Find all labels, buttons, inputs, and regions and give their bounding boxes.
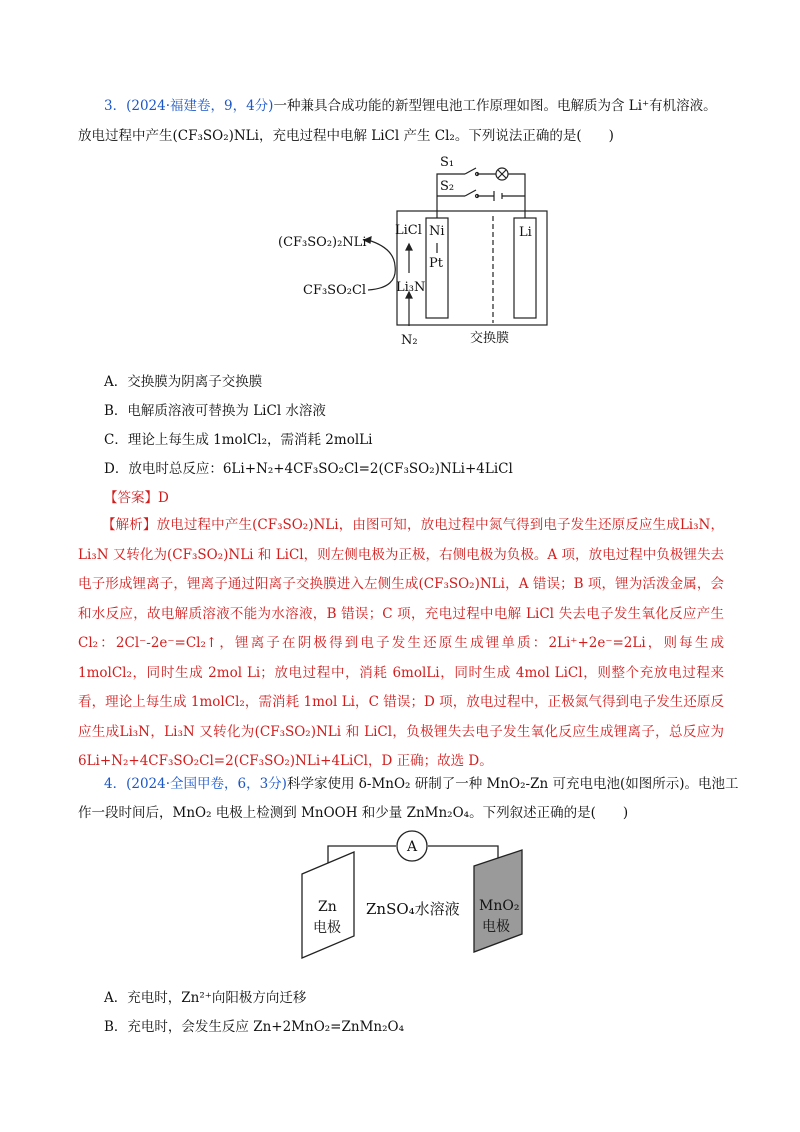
q4-option-b: B．充电时，会发生反应 Zn+2MnO₂=ZnMn₂O₄: [104, 1019, 404, 1035]
q4-mno2-label: MnO₂: [479, 898, 520, 914]
q4-option-a: A．充电时，Zn²⁺向阳极方向迁移: [104, 990, 307, 1006]
q3-fig-s2: S₂: [440, 179, 455, 194]
q3-fig-pt: Pt: [429, 256, 443, 271]
q3-option-a: A．交换膜为阴离子交换膜: [104, 374, 263, 390]
q3-option-c: C．理论上每生成 1molCl₂，需消耗 2molLi: [104, 432, 373, 448]
q3-answer: 【答案】D: [104, 490, 169, 506]
q4-number: 4．: [104, 776, 127, 792]
q3-fig-li3n: Li₃N: [396, 280, 426, 295]
q4-stem-line1: [104, 774, 739, 794]
q3-source: (2024·福建卷，9，4分): [126, 98, 274, 114]
q3-fig-product: (CF₃SO₂)₂NLi: [278, 235, 367, 250]
q3-battery-figure: [270, 148, 570, 350]
q4-zn-label2: 电极: [313, 920, 341, 936]
q3-fig-membrane: 交换膜: [470, 331, 510, 346]
q4-battery-figure: [296, 826, 536, 978]
q3-fig-licl: LiCl: [395, 223, 422, 238]
q3-analysis-label: 【解析】: [102, 517, 157, 533]
q3-fig-n2: N₂: [401, 333, 418, 348]
q3-stem-text1: 一种兼具合成功能的新型锂电池工作原理如图。电解质为含 Li⁺有机溶液。: [273, 98, 717, 114]
q3-fig-li: Li: [519, 225, 532, 240]
q4-solution-label: ZnSO₄水溶液: [366, 900, 460, 918]
q4-source: (2024·全国甲卷，6，3分): [126, 776, 287, 792]
q4-zn-label: Zn: [318, 899, 337, 915]
q3-analysis-block: [78, 511, 724, 777]
q3-fig-s1: S₁: [440, 155, 455, 170]
q4-stem-text1: 科学家使用 δ-MnO₂ 研制了一种 MnO₂-Zn 可充电电池(如图所示)。电池工: [286, 776, 739, 792]
q3-option-d: D．放电时总反应：6Li+N₂+4CF₃SO₂Cl=2(CF₃SO₂)NLi+4LiCl: [104, 461, 513, 477]
q4-mno2-label2: 电极: [482, 919, 510, 935]
q4-ammeter-label: A: [407, 839, 418, 855]
q3-stem-line2: 放电过程中产生(CF₃SO₂)NLi，充电过程中电解 LiCl 产生 Cl₂。下列说法正确的是( ): [78, 128, 614, 144]
q3-option-b: B．电解质溶液可替换为 LiCl 水溶液: [104, 403, 326, 419]
q3-analysis-text: 放电过程中产生(CF₃SO₂)NLi，由图可知，放电过程中氮气得到电子发生还原反应生成Li₃N，Li₃N 又转化为(CF₃SO₂)NLi 和 LiCl，则左侧电极为正极，右侧电极为负极。A 项，放电过程中负极锂失去电子形成锂离子，锂离子通过阳离子交换膜进入左侧生成(CF₃SO₂)NLi，A 错误；B 项，锂为活泼金属，会和水反应，故电解质溶液不能为水溶液，B 错误；C 项，充电过程中电解 LiCl 失去电子发生氧化反应产生 Cl₂：2Cl⁻-2e⁻=Cl₂↑，锂离子在阴极得到电子发生还原生成锂单质：2Li⁺+2e⁻=2Li，则每生成1molCl₂，同时生成 2mol Li；放电过程中，消耗 6molLi，同时生成 4mol LiCl，则整个充放电过程来看，理论上每生成 1molCl₂，需消耗 1mol Li，C 错误；D 项，放电过程中，正极氮气得到电子发生还原反应生成Li₃N，Li₃N 又转化为(CF₃SO₂)NLi 和 LiCl，负极锂失去电子发生氧化反应生成锂离子，总反应为6Li+N₂+4CF₃SO₂Cl=2(CF₃SO₂)NLi+4LiCl，D 正确；故选 D。: [78, 517, 724, 769]
q3-fig-reactant: CF₃SO₂Cl: [303, 283, 367, 298]
q3-stem-line1: [104, 96, 717, 116]
q4-stem-line2: 作一段时间后，MnO₂ 电极上检测到 MnOOH 和少量 ZnMn₂O₄。下列叙述正确的是( ): [78, 805, 629, 821]
q3-number: 3．: [104, 98, 127, 114]
q3-fig-ni: Ni: [429, 224, 445, 239]
